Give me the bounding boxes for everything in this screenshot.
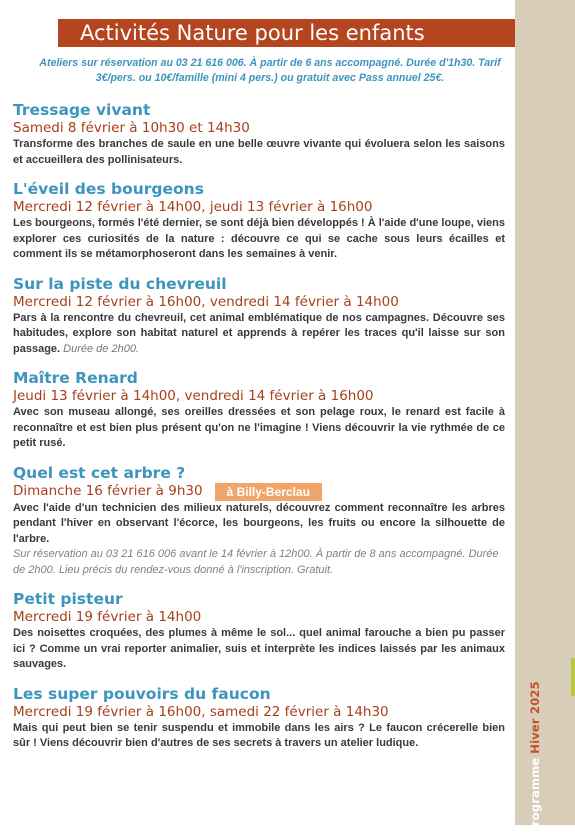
activity-item (13, 590, 505, 673)
activity-description: Des noisettes croquées, des plumes à même le sol... quel animal farouche a bien pu passer ici ? Comme un vrai reporter animalier, suis et interprète les indices laissés par les animaux sauvages. (13, 627, 505, 670)
activity-item (13, 101, 505, 168)
activity-description: Mais qui peut bien se tenir suspendu et immobile dans les airs ? Le faucon crécerelle bien sûr ! Viens découvrir bien d'autres de ses secrets à travers un atelier ludique. (13, 721, 505, 749)
activity-title: L'éveil des bourgeons (13, 180, 204, 198)
activity-date: Mercredi 19 février à 14h00 (13, 609, 202, 625)
activity-description-text: Pars à la rencontre du chevreuil, cet animal emblématique de nos campagnes. Découvre ses habitudes, explore son habitat naturel et apprends à repérer les traces qu'il laisse sur son passage. (13, 311, 505, 355)
activity-title: Maître Renard (13, 369, 138, 387)
activity-item (13, 464, 505, 579)
activity-item (13, 369, 505, 452)
sidebar-label (528, 681, 542, 835)
activity-description: Les bourgeons, formés l'été dernier, se sont déjà bien développés ! À l'aide d'une loupe, viens explorer ces curiosités de la nature : découvre ce qui se cache sous leurs écailles et comment ils se métamorphoseront dans les semaines à venir. (13, 217, 505, 260)
activity-title: Petit pisteur (13, 590, 123, 608)
activity-title: Quel est cet arbre ? (13, 463, 186, 482)
activity-date: Mercredi 12 février à 14h00, jeudi 13 février à 16h00 (13, 199, 373, 215)
activity-note: Sur réservation au 03 21 616 006 avant le 14 février à 12h00. À partir de 8 ans accompagné. Durée de 2h00. Lieu précis du rendez-vous donné à l'inscription. Gratuit. (13, 548, 499, 576)
activity-duration: Durée de 2h00. (63, 342, 139, 355)
activity-date: Mercredi 19 février à 16h00, samedi 22 février à 14h30 (13, 703, 389, 720)
activity-description: Avec son museau allongé, ses oreilles dressées et son pelage roux, le renard est facile à reconnaître et est bien plus présent qu'on ne l'imagine ! Viens découvrir la vie rythmée de ce petit rusé. (13, 406, 505, 449)
sidebar-label-programme: Programme (528, 757, 542, 835)
activity-title: Les super pouvoirs du faucon (13, 684, 271, 703)
activity-date: Mercredi 12 février à 16h00, vendredi 14 février à 14h00 (13, 293, 399, 310)
activity-date: Samedi 8 février à 10h30 et 14h30 (13, 120, 250, 136)
side-accent-bar (571, 658, 575, 696)
activity-item (13, 275, 505, 358)
activity-date: Dimanche 16 février à 9h30 (13, 482, 203, 499)
sidebar-label-season: Hiver 2025 (528, 681, 542, 754)
page-title: Activités Nature pour les enfants (58, 19, 515, 47)
activity-item (13, 685, 505, 752)
activity-date: Jeudi 13 février à 14h00, vendredi 14 février à 16h00 (13, 388, 374, 404)
intro-text: Ateliers sur réservation au 03 21 616 006. À partir de 6 ans accompagné. Durée d'1h30. Tarif 3€/pers. ou 10€/famille (mini 4 pers.) ou gratuit avec Pass annuel 25€. (39, 57, 501, 84)
activity-list (13, 101, 505, 764)
activity-title: Tressage vivant (13, 101, 151, 119)
activity-description: Transforme des branches de saule en une belle œuvre vivante qui évoluera selon les saisons et accueillera des pollinisateurs. (13, 138, 505, 166)
activity-title: Sur la piste du chevreuil (13, 274, 227, 293)
location-badge: à Billy-Berclau (215, 483, 322, 501)
activity-description: Avec l'aide d'un technicien des milieux naturels, découvrez comment reconnaître les arbres pendant l'hiver en observant l'écorce, les bourgeons, les fruits ou encore la silhouette de l'arbre. (13, 501, 505, 545)
activity-date-row (13, 483, 505, 501)
activity-item (13, 180, 505, 263)
activity-description (13, 311, 505, 358)
side-strip (515, 0, 575, 825)
